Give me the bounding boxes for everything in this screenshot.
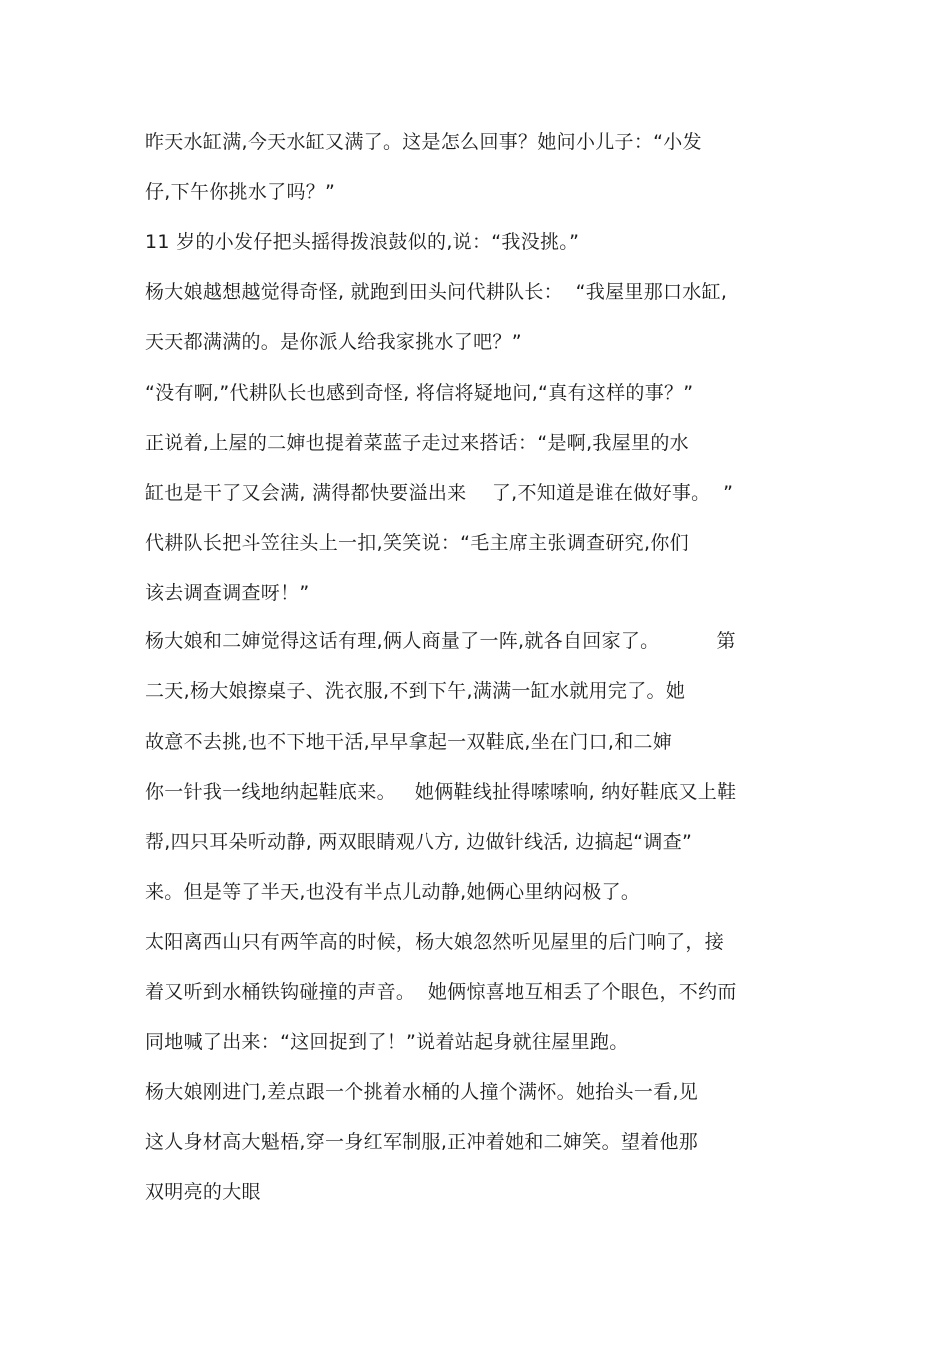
text-line: 天天都满满的。是你派人给我家挑水了吧？” — [145, 331, 522, 353]
text-line: 来。但是等了半天,也没有半点儿动静,她俩心里纳闷极了。 — [145, 881, 641, 903]
text-line: 同地喊了出来：“这回捉到了！”说着站起身就往屋里跑。 — [145, 1031, 629, 1053]
text-line: 正说着,上屋的二婶也提着菜蓝子走过来搭话：“是啊,我屋里的水 — [145, 432, 689, 454]
text-line: 你一针我一线地纳起鞋底来。 她俩鞋线扯得嗦嗦响, 纳好鞋底又上鞋 — [145, 781, 737, 803]
text-line: 双明亮的大眼 — [145, 1181, 261, 1203]
text-line: 这人身材高大魁梧,穿一身红军制服,正冲着她和二婶笑。望着他那 — [145, 1131, 699, 1153]
text-line: 二天,杨大娘擦桌子、洗衣服,不到下午,满满一缸水就用完了。她 — [145, 680, 686, 702]
text-line: 代耕队长把斗笠往头上一扣,笑笑说：“毛主席主张调查研究,你们 — [145, 532, 689, 554]
text-line: 杨大娘和二婶觉得这话有理,俩人商量了一阵,就各自回家了。 第 — [145, 630, 736, 652]
text-line: 太阳离西山只有两竿高的时候，杨大娘忽然听见屋里的后门响了，接 — [145, 931, 725, 953]
text-line: 昨天水缸满,今天水缸又满了。这是怎么回事？她问小儿子：“小发 — [145, 131, 702, 153]
text-line: 杨大娘刚进门,差点跟一个挑着水桶的人撞个满怀。她抬头一看,见 — [145, 1081, 699, 1103]
text-line: 仔,下午你挑水了吗？” — [145, 181, 336, 203]
text-line: 该去调查调查呀！” — [145, 582, 310, 604]
text-line: 11 岁的小发仔把头摇得拨浪鼓似的,说：“我没挑。” — [145, 231, 580, 253]
text-line: 缸也是干了又会满, 满得都快要溢出来 了,不知道是谁在做好事。 ” — [145, 482, 734, 504]
text-line: 故意不去挑,也不下地干活,早早拿起一双鞋底,坐在门口,和二婶 — [145, 731, 673, 753]
text-line: 着又听到水桶铁钩碰撞的声音。 她俩惊喜地互相丢了个眼色，不约而 — [145, 981, 737, 1003]
text-line: 杨大娘越想越觉得奇怪, 就跑到田头问代耕队长： “我屋里那口水缸, — [145, 281, 728, 303]
text-line: 帮,四只耳朵听动静, 两双眼睛观八方, 边做针线活, 边搞起“调查” — [145, 831, 693, 853]
text-line: “没有啊,”代耕队长也感到奇怪, 将信将疑地问,“真有这样的事？” — [145, 382, 694, 404]
